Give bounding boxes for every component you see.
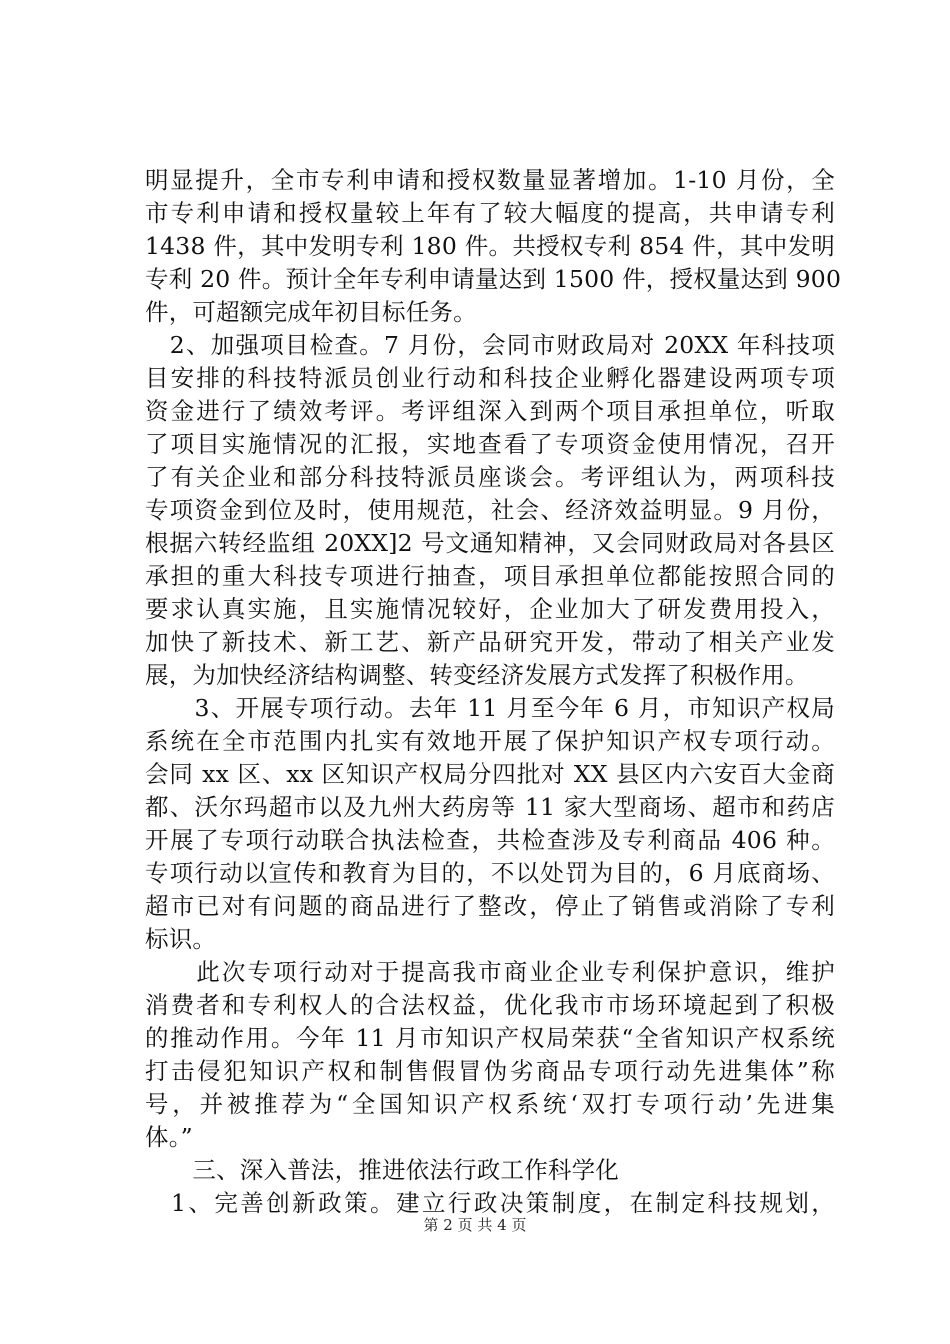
text-line: 展，为加快经济结构调整、转变经济发展方式发挥了积极作用。 [145,661,809,689]
text-line: 开展了专项行动联合执法检查，共检查涉及专利商品 406 种。 [145,826,835,854]
page-footer: 第 2 页 共 4 页 [423,1216,527,1234]
text-line: 市专利申请和授权量较上年有了较大幅度的提高，共申请专利 [145,199,835,227]
text-line: 了有关企业和部分科技特派员座谈会。考评组认为，两项科技 [145,463,835,491]
text-line: 的推动作用。今年 11 月市知识产权局荣获“全省知识产权系统 [145,1024,835,1052]
text-line: 要求认真实施，且实施情况较好，企业加大了研发费用投入， [145,595,835,623]
text-line: 3、开展专项行动。去年 11 月至今年 6 月，市知识产权局 [145,694,835,722]
text-line: 打击侵犯知识产权和制售假冒伪劣商品专项行动先进集体”称 [145,1057,835,1085]
text-line: 体。” [145,1123,193,1151]
text-line: 件，可超额完成年初目标任务。 [145,298,477,326]
text-line: 号，并被推荐为“全国知识产权系统‘双打专项行动’先进集 [145,1090,835,1118]
text-line: 专项行动以宣传和教育为目的，不以处罚为目的，6 月底商场、 [145,859,835,887]
text-line: 资金进行了绩效考评。考评组深入到两个项目承担单位，听取 [145,397,835,425]
text-line: 根据六转经监组 20XX]2 号文通知精神，又会同财政局对各县区 [145,529,835,557]
text-line: 目安排的科技特派员创业行动和科技企业孵化器建设两项专项 [145,364,835,392]
text-line: 承担的重大科技专项进行抽查，项目承担单位都能按照合同的 [145,562,835,590]
text-line: 标识。 [145,925,217,953]
text-line: 三、深入普法，推进依法行政工作科学化 [145,1156,619,1184]
text-line: 明显提升，全市专利申请和授权数量显著增加。1-10 月份，全 [145,166,835,194]
text-line: 此次专项行动对于提高我市商业企业专利保护意识，维护 [145,958,835,986]
text-line: 2、加强项目检查。7 月份，会同市财政局对 20XX 年科技项 [145,331,835,359]
text-line: 都、沃尔玛超市以及九州大药房等 11 家大型商场、超市和药店 [145,793,835,821]
text-line: 超市已对有问题的商品进行了整改，停止了销售或消除了专利 [145,892,835,920]
text-line: 消费者和专利权人的合法权益，优化我市市场环境起到了积极 [145,991,835,1019]
text-line: 专项资金到位及时，使用规范，社会、经济效益明显。9 月份， [145,496,835,524]
text-line: 专利 20 件。预计全年专利申请量达到 1500 件，授权量达到 900 [145,265,842,293]
text-line: 1、完善创新政策。建立行政决策制度，在制定科技规划， [145,1189,835,1217]
text-line: 1438 件，其中发明专利 180 件。共授权专利 854 件，其中发明 [145,232,835,260]
text-line: 系统在全市范围内扎实有效地开展了保护知识产权专项行动。 [145,727,835,755]
text-line: 会同 xx 区、xx 区知识产权局分四批对 XX 县区内六安百大金商 [145,760,835,788]
text-line: 了项目实施情况的汇报，实地查看了专项资金使用情况，召开 [145,430,835,458]
text-line: 加快了新技术、新工艺、新产品研究开发，带动了相关产业发 [145,628,835,656]
